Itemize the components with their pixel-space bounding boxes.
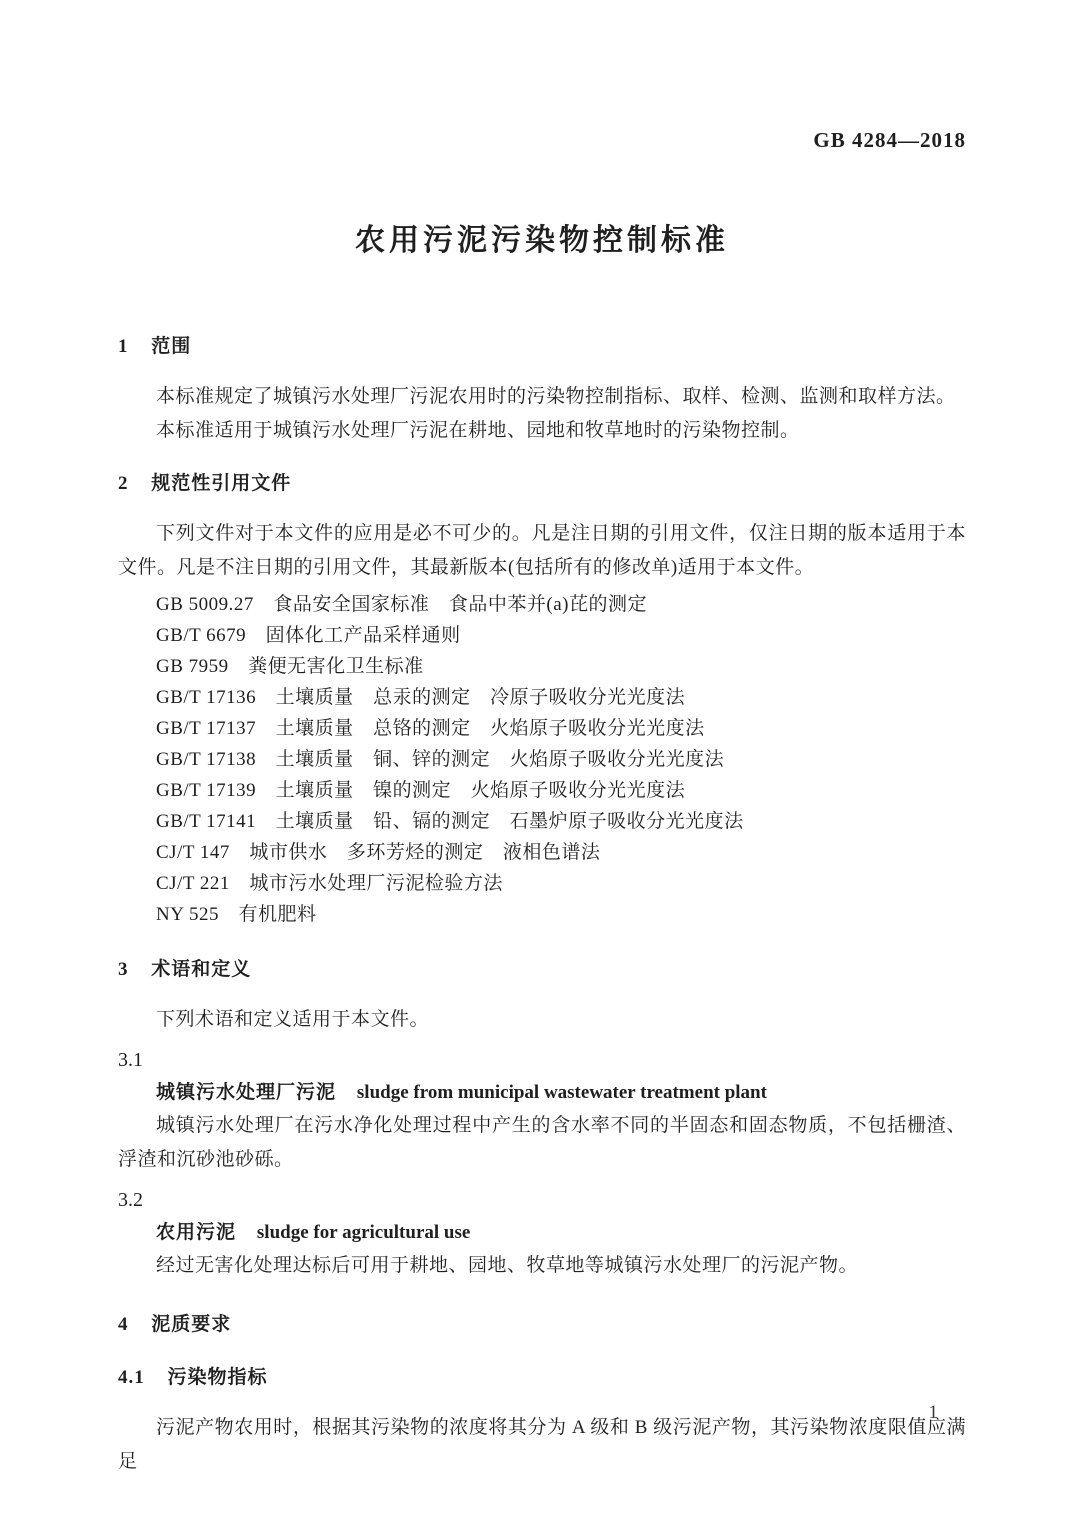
reference-item: GB/T 17138 土壤质量 铜、锌的测定 火焰原子吸收分光光度法 <box>156 749 725 770</box>
term-3-1-english: sludge from municipal wastewater treatment plant <box>356 1082 767 1103</box>
reference-item: GB/T 6679 固体化工产品采样通则 <box>156 625 461 646</box>
section-2-heading <box>118 468 966 495</box>
reference-item: CJ/T 221 城市污水处理厂污泥检验方法 <box>156 873 503 894</box>
term-3-2-chinese: 农用污泥 <box>156 1222 237 1243</box>
reference-list <box>118 589 966 930</box>
document-content <box>118 0 966 1479</box>
reference-item: GB/T 17136 土壤质量 总汞的测定 冷原子吸收分光光度法 <box>156 687 686 708</box>
term-3-2-english: sludge for agricultural use <box>256 1222 471 1243</box>
standard-code: GB 4284—2018 <box>813 128 966 152</box>
section-1-title: 范围 <box>151 336 192 357</box>
references-intro: 下列文件对于本文件的应用是必不可少的。凡是注日期的引用文件，仅注日期的版本适用于本文件。凡是不注日期的引用文件，其最新版本(包括所有的修改单)适用于本文件。 <box>118 523 966 578</box>
terms-intro: 下列术语和定义适用于本文件。 <box>156 1009 430 1030</box>
term-3-2-name <box>118 1217 966 1249</box>
reference-item: GB 5009.27 食品安全国家标准 食品中苯并(a)芘的测定 <box>156 594 647 615</box>
term-3-1-name <box>118 1077 966 1109</box>
reference-item: CJ/T 147 城市供水 多环芳烃的测定 液相色谱法 <box>156 842 601 863</box>
term-3-1-id: 3.1 <box>118 1049 143 1071</box>
section-4-heading <box>118 1309 966 1336</box>
section-4-1-title: 污染物指标 <box>167 1367 268 1388</box>
section-4-1-heading <box>118 1362 966 1389</box>
term-3-1 <box>118 1045 966 1177</box>
scope-paragraph-1: 本标准规定了城镇污水处理厂污泥农用时的污染物控制指标、取样、检测、监测和取样方法。 <box>156 386 956 407</box>
page-number: 1 <box>928 1402 938 1423</box>
reference-item: GB/T 17139 土壤质量 镍的测定 火焰原子吸收分光光度法 <box>156 780 686 801</box>
section-4-1-number: 4.1 <box>118 1367 145 1388</box>
reference-item: GB/T 17137 土壤质量 总铬的测定 火焰原子吸收分光光度法 <box>156 718 705 739</box>
document-title: 农用污泥污染物控制标准 <box>355 224 729 257</box>
section-3-number: 3 <box>118 959 129 980</box>
section-1-heading <box>118 331 966 358</box>
section-2-number: 2 <box>118 473 129 494</box>
reference-item: NY 525 有机肥料 <box>156 904 317 925</box>
term-3-2 <box>118 1185 966 1283</box>
term-3-1-definition: 城镇污水处理厂在污水净化处理过程中产生的含水率不同的半固态和固态物质，不包括栅渣、浮渣和沉砂池砂砾。 <box>118 1115 966 1170</box>
scope-paragraph-2: 本标准适用于城镇污水处理厂污泥在耕地、园地和牧草地时的污染物控制。 <box>156 420 800 441</box>
section-2-title: 规范性引用文件 <box>151 473 292 494</box>
section-1-number: 1 <box>118 336 129 357</box>
section-3-heading <box>118 954 966 981</box>
reference-item: GB 7959 粪便无害化卫生标准 <box>156 656 424 677</box>
reference-item: GB/T 17141 土壤质量 铅、镉的测定 石墨炉原子吸收分光光度法 <box>156 811 744 832</box>
section-4-title: 泥质要求 <box>151 1314 232 1335</box>
section-4-number: 4 <box>118 1314 129 1335</box>
term-3-2-definition: 经过无害化处理达标后可用于耕地、园地、牧草地等城镇污水处理厂的污泥产物。 <box>156 1255 859 1276</box>
section-3-title: 术语和定义 <box>151 959 252 980</box>
term-3-1-chinese: 城镇污水处理厂污泥 <box>156 1082 337 1103</box>
term-3-2-id: 3.2 <box>118 1189 143 1211</box>
pollutant-indicator-paragraph: 污泥产物农用时，根据其污染物的浓度将其分为 A 级和 B 级污泥产物，其污染物浓度限值应满足 <box>118 1417 966 1472</box>
